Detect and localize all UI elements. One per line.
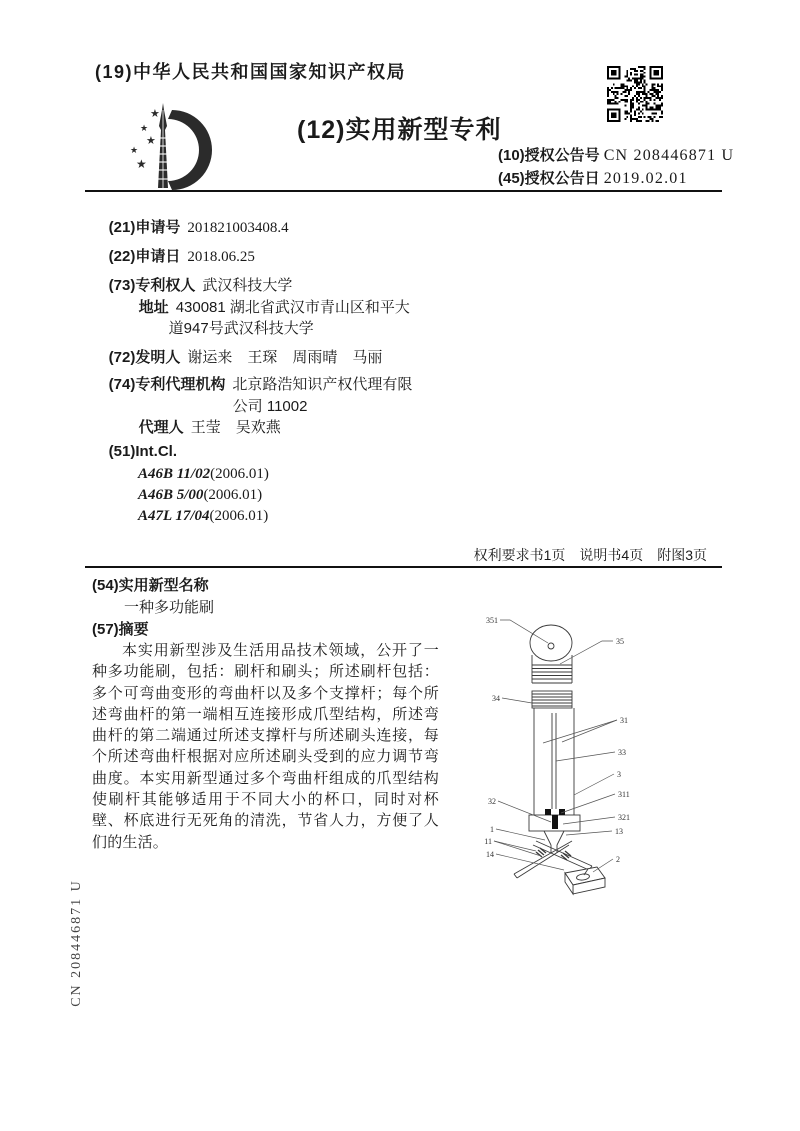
publication-number-value: CN 208446871 U xyxy=(603,147,735,164)
figure-label-321: 321 xyxy=(618,813,630,822)
figure-label-11: 11 xyxy=(484,837,492,846)
figure-label-2: 2 xyxy=(616,855,620,864)
pages-info: 权利要求书1页 说明书4页 附图3页 xyxy=(473,547,707,563)
svg-text:★: ★ xyxy=(150,107,160,120)
abstract-text: 本实用新型涉及生活用品技术领域，公开了一种多功能刷，包括：刷杆和刷头；所述刷杆包括：多个可弯曲变形的弯曲杆以及多个支撑杆；每个所述弯曲杆的第一端相互连接形成爪型结构，所述弯曲杆的第二端通过所述支撑杆与所述刷头连接，每个所述弯曲杆根据对应所述刷头受到的应力调节弯曲度。本实用新型通过多个弯曲杆组成的爪型结构使刷杆其能够适用于不同大小的杯口，同时对杯壁、杯底进行无死角的清洗，节省人力，方便了人们的生活。 xyxy=(92,642,439,851)
figure-lower-collar xyxy=(529,809,580,831)
patentee-row: (73)专利权人 武汉科技大学 xyxy=(108,277,293,294)
title-section-label: (54)实用新型名称 xyxy=(92,577,209,594)
inventors-row: (72)发明人 谢运来 王琛 周雨晴 马丽 xyxy=(108,349,383,366)
figure-label-32: 32 xyxy=(488,797,496,806)
figure-label-311: 311 xyxy=(618,790,630,799)
application-number-row: (21)申请号 201821003408.4 xyxy=(108,219,289,236)
divider-line-top xyxy=(85,190,722,192)
figure-threaded-collar xyxy=(532,691,572,708)
logo-crescent xyxy=(168,110,212,190)
abstract-section-label: (57)摘要 xyxy=(92,621,149,638)
publication-date-value: 2019.02.01 xyxy=(603,170,688,187)
cnipa-logo xyxy=(124,100,220,192)
agency-line2: 公司 11002 xyxy=(232,398,308,415)
ipc-entry: A47L 17/04(2006.01) xyxy=(138,508,269,524)
figure-label-35: 35 xyxy=(616,637,624,646)
application-date-row: (22)申请日 2018.06.25 xyxy=(108,248,255,265)
ipc-label-row: (51)Int.Cl. xyxy=(108,443,178,460)
svg-text:★: ★ xyxy=(136,157,147,171)
doc-type-title: (12)实用新型专利 xyxy=(297,116,502,144)
patentee-address-line2: 道947号武汉科技大学 xyxy=(168,320,314,337)
publication-date-label: (45)授权公告日 xyxy=(498,170,600,187)
figure-label-31: 31 xyxy=(620,716,628,725)
publication-number-row xyxy=(498,144,734,165)
logo-stars xyxy=(130,107,160,171)
agent-row: 代理人 王莹 吴欢燕 xyxy=(138,419,281,436)
figure-label-3: 3 xyxy=(617,770,621,779)
figure-label-13: 13 xyxy=(615,827,623,836)
publication-number-label: (10)授权公告号 xyxy=(498,147,600,164)
qr-code xyxy=(607,66,663,122)
figure-label-34: 34 xyxy=(492,694,500,703)
patent-figure xyxy=(452,603,702,903)
svg-text:★: ★ xyxy=(146,134,156,147)
agency-row: (74)专利代理机构 北京路浩知识产权代理有限 xyxy=(108,376,413,393)
side-publication-number: CN 208446871 U xyxy=(69,879,84,1007)
figure-label-14: 14 xyxy=(486,850,494,859)
figure-shaft xyxy=(534,708,574,815)
patentee-address-line1: 地址 430081 湖北省武汉市青山区和平大 xyxy=(138,299,410,316)
publication-date-row xyxy=(498,167,688,188)
figure-label-1: 1 xyxy=(490,825,494,834)
ipc-entry: A46B 5/00(2006.01) xyxy=(138,487,263,503)
ipc-entry: A46B 11/02(2006.01) xyxy=(138,466,269,482)
figure-cap xyxy=(530,625,572,683)
office-title: (19)中华人民共和国国家知识产权局 xyxy=(95,62,407,82)
figure-label-33: 33 xyxy=(618,748,626,757)
divider-line-middle xyxy=(85,566,722,568)
svg-text:★: ★ xyxy=(140,124,149,134)
invention-title: 一种多功能刷 xyxy=(124,599,215,616)
figure-label-351: 351 xyxy=(486,616,498,625)
figure-base-box xyxy=(565,867,605,894)
svg-text:★: ★ xyxy=(130,146,139,156)
